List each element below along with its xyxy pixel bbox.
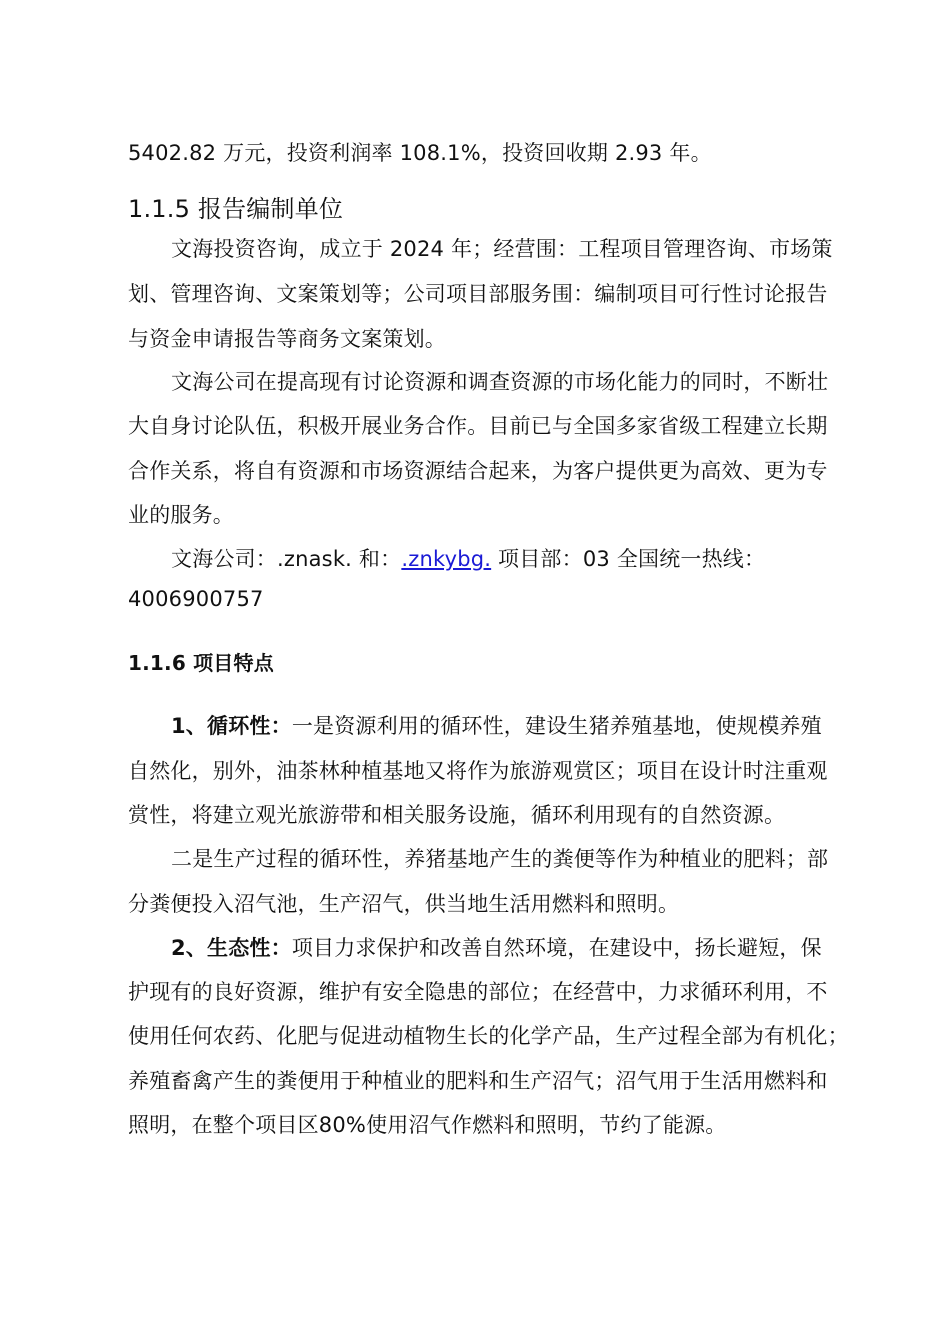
contact-line bbox=[171, 545, 765, 573]
paragraph-line: 分粪便投入沼气池，生产沼气，供当地生活用燃料和照明。 bbox=[128, 892, 680, 916]
paragraph-line: 护现有的良好资源，维护有安全隐患的部位；在经营中，力求循环利用，不 bbox=[128, 980, 828, 1004]
paragraph-line bbox=[171, 934, 822, 962]
paragraph-line: 与资金申请报告等商务文案策划。 bbox=[128, 327, 446, 351]
paragraph-line bbox=[171, 712, 822, 740]
paragraph-line: 照明，在整个项目区80%使用沼气作燃料和照明，节约了能源。 bbox=[128, 1113, 727, 1137]
website-link[interactable]: .znkybg. bbox=[401, 547, 492, 571]
paragraph-line: 使用任何农药、化肥与促进动植物生长的化学产品，生产过程全部为有机化； bbox=[128, 1024, 849, 1048]
section-heading-1-1-6: 1.1.6 项目特点 bbox=[128, 651, 274, 675]
paragraph-line: 文海公司在提高现有讨论资源和调查资源的市场化能力的同时，不断壮 bbox=[171, 370, 829, 394]
paragraph-line: 自然化，别外，油茶林种植基地又将作为旅游观赏区；项目在设计时注重观 bbox=[128, 759, 828, 783]
paragraph-line: 划、管理咨询、文案策划等；公司项目部服务围：编制项目可行性讨论报告 bbox=[128, 282, 828, 306]
hotline-number: 4006900757 bbox=[128, 587, 264, 611]
paragraph-line: 业的服务。 bbox=[128, 503, 234, 527]
contact-text-before: 文海公司：.znask. 和： bbox=[171, 547, 402, 571]
bold-lead-ecology: 2、生态性： bbox=[171, 936, 292, 960]
paragraph-line: 合作关系，将自有资源和市场资源结合起来，为客户提供更为高效、更为专 bbox=[128, 459, 828, 483]
paragraph-line: 文海投资咨询，成立于 2024 年；经营围：工程项目管理咨询、市场策 bbox=[171, 237, 833, 261]
paragraph-line: 养殖畜禽产生的粪便用于种植业的肥料和生产沼气；沼气用于生活用燃料和 bbox=[128, 1069, 828, 1093]
section-heading-1-1-5: 1.1.5 报告编制单位 bbox=[128, 195, 344, 223]
paragraph-line: 二是生产过程的循环性，养猪基地产生的粪便等作为种植业的肥料；部 bbox=[171, 847, 829, 871]
contact-text-after: 项目部：03 全国统一热线： bbox=[491, 547, 766, 571]
paragraph-text: 项目力求保护和改善自然环境，在建设中，扬长避短，保 bbox=[291, 936, 822, 960]
paragraph-text: 一是资源利用的循环性，建设生猪养殖基地，使规模养殖 bbox=[291, 714, 822, 738]
paragraph-line: 大自身讨论队伍，积极开展业务合作。目前已与全国多家省级工程建立长期 bbox=[128, 414, 828, 438]
paragraph-line: 5402.82 万元，投资利润率 108.1%，投资回收期 2.93 年。 bbox=[128, 141, 712, 165]
paragraph-line: 赏性，将建立观光旅游带和相关服务设施，循环利用现有的自然资源。 bbox=[128, 803, 786, 827]
bold-lead-circularity: 1、循环性： bbox=[171, 714, 292, 738]
